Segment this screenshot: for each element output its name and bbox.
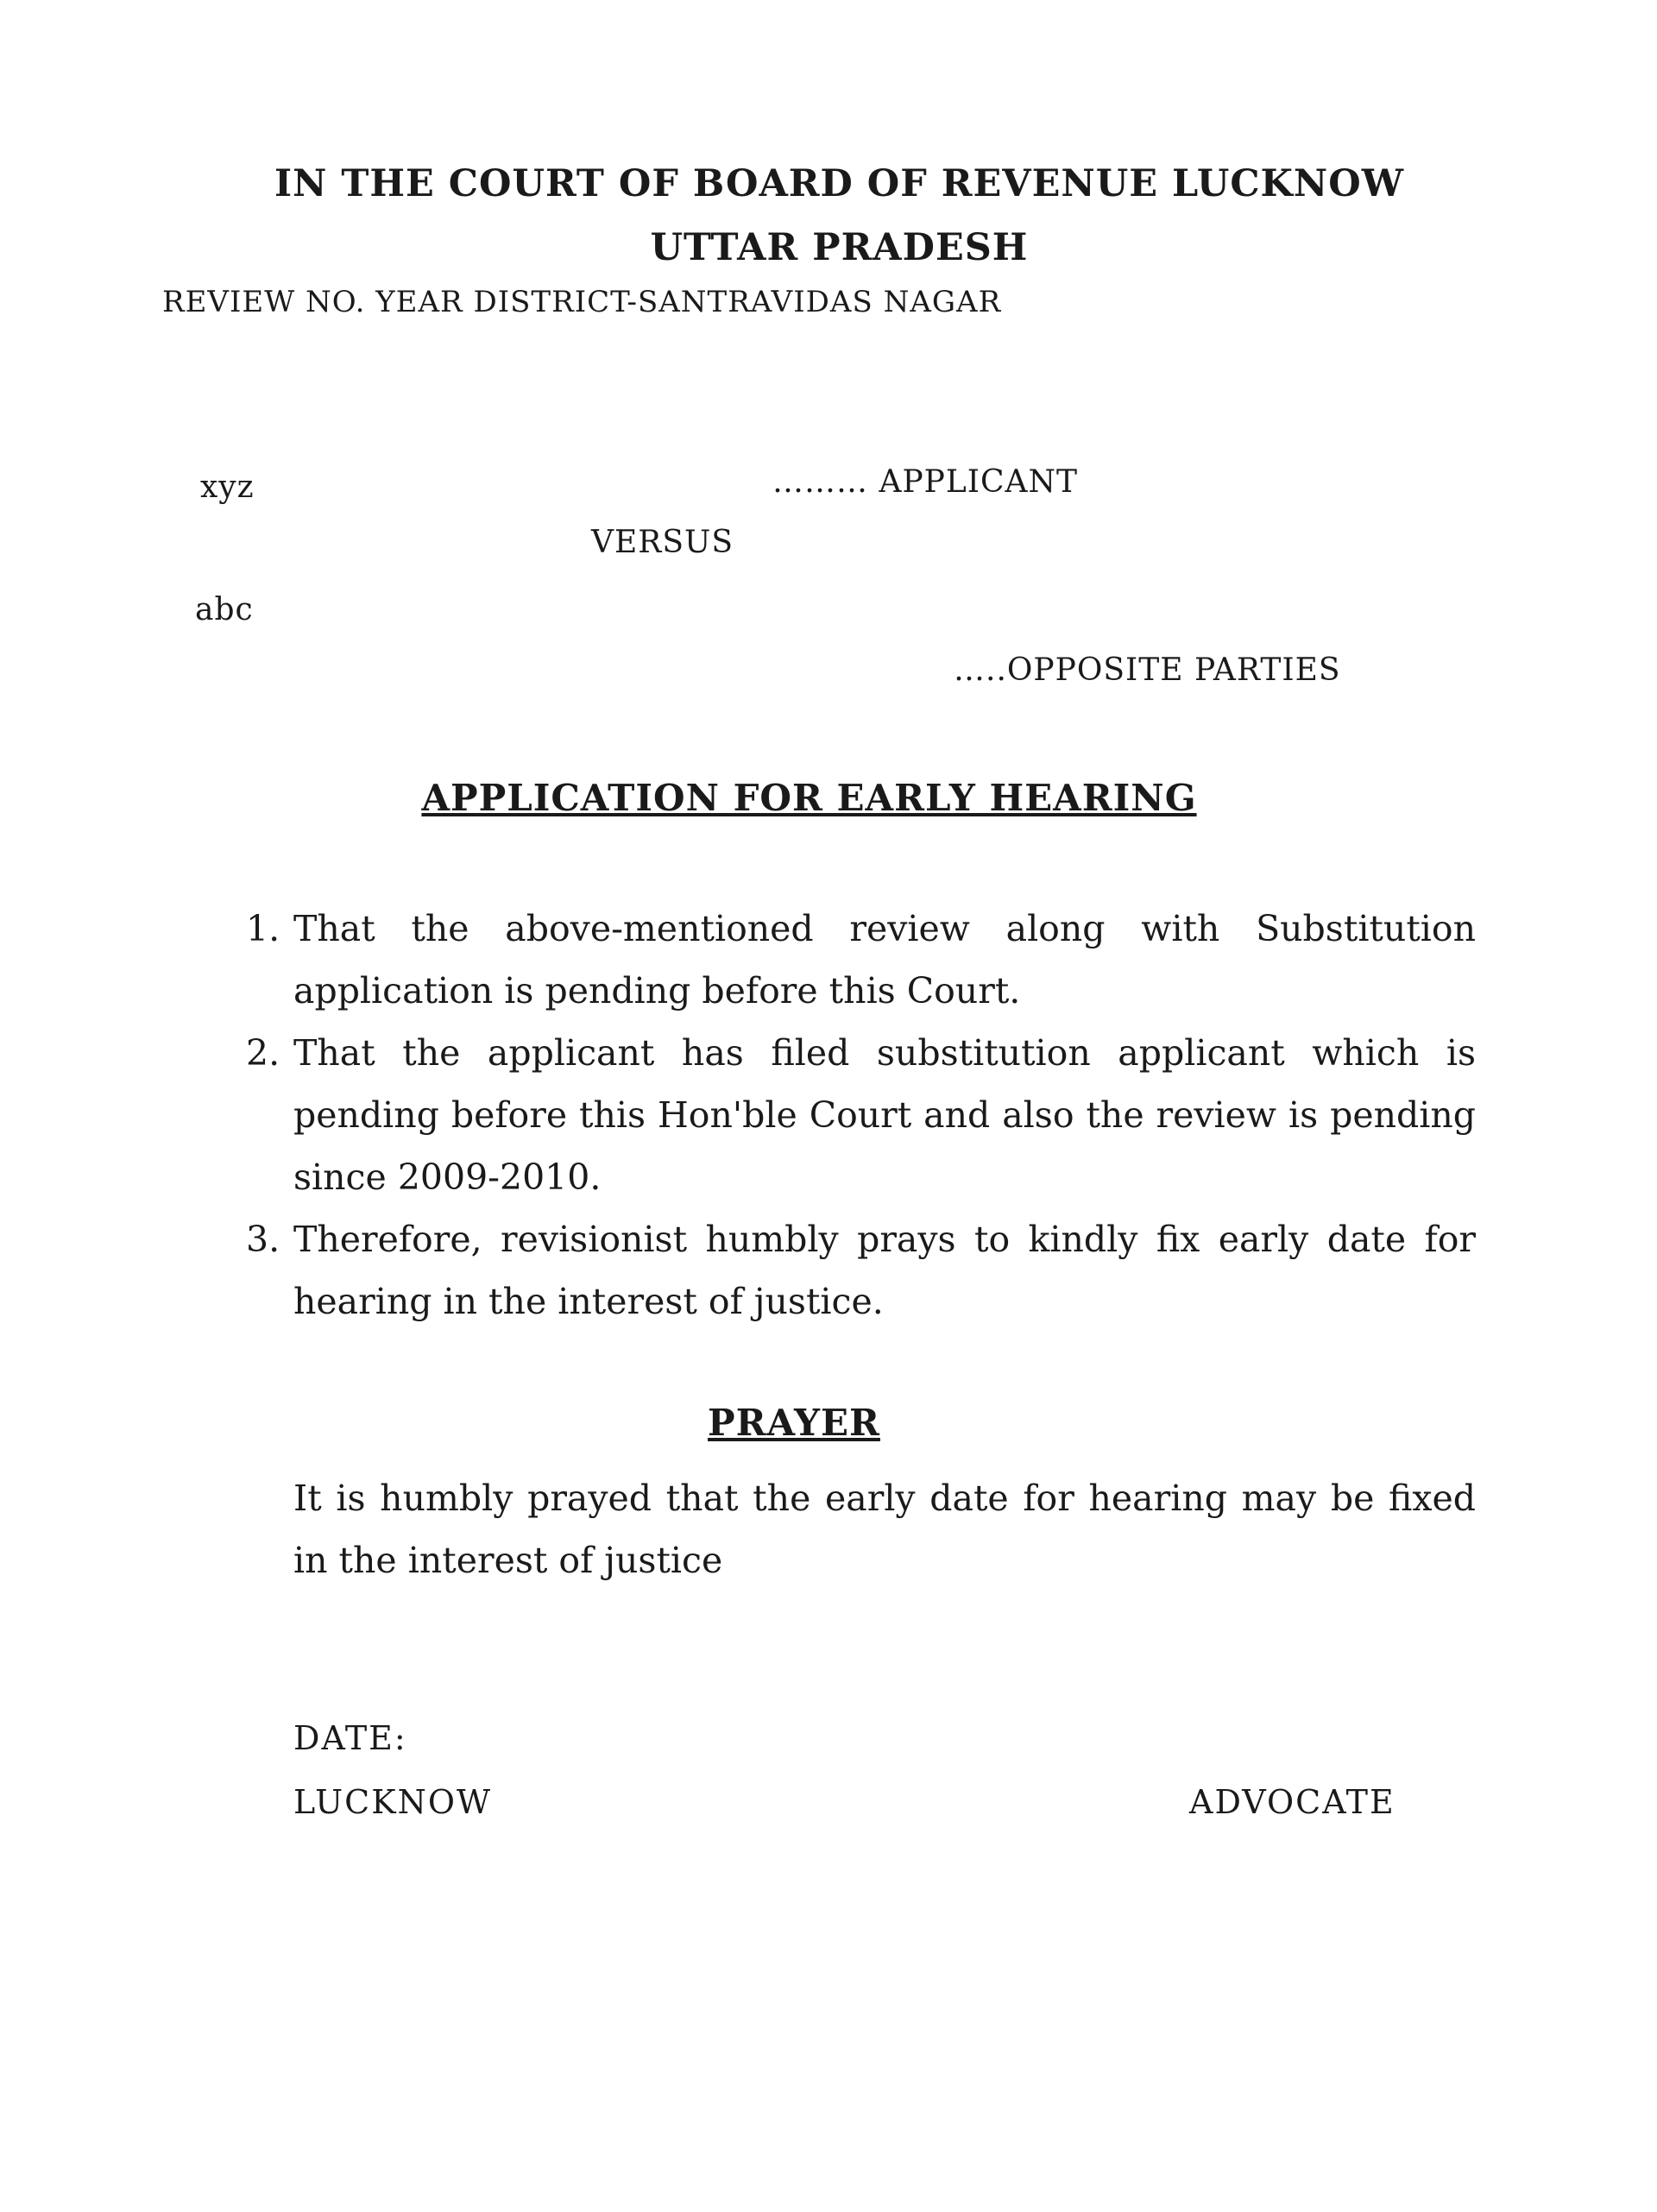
- advocate-label: ADVOCATE: [1189, 1783, 1396, 1821]
- prayer-text: It is humbly prayed that the early date for hearing may be fixed in the interest of justice: [293, 1478, 1476, 1581]
- list-item-number: 3.: [246, 1219, 280, 1260]
- date-label: DATE:: [293, 1719, 407, 1757]
- list-item-text: That the applicant has filed substitution applicant which is pending before this Hon'ble Court and also the review is pending since 2009-2010.: [293, 1032, 1476, 1198]
- applicant-label: ……… APPLICANT: [772, 464, 1079, 500]
- application-heading: APPLICATION FOR EARLY HEARING: [421, 777, 1197, 819]
- list-item: [246, 898, 1476, 1022]
- list-item-text: That the above-mentioned review along with Substitution application is pending before this Court.: [293, 908, 1476, 1011]
- list-item: [246, 1022, 1476, 1208]
- list-item-text: Therefore, revisionist humbly prays to kindly fix early date for hearing in the interest of justice.: [293, 1219, 1476, 1322]
- application-points: [246, 898, 1476, 1333]
- list-item-number: 2.: [246, 1032, 280, 1074]
- list-item: [246, 1208, 1476, 1333]
- review-line: REVIEW NO. YEAR DISTRICT-SANTRAVIDAS NAGAR: [162, 285, 1002, 319]
- court-title-line1: IN THE COURT OF BOARD OF REVENUE LUCKNOW: [274, 162, 1404, 205]
- prayer-heading: PRAYER: [708, 1402, 880, 1444]
- place-label: LUCKNOW: [293, 1783, 493, 1821]
- versus-label: VERSUS: [591, 525, 734, 560]
- applicant-name: xyz: [200, 469, 255, 505]
- court-title-line2: UTTAR PRADESH: [650, 226, 1029, 269]
- opposite-party-name: abc: [195, 592, 254, 627]
- opposite-parties-label: …..OPPOSITE PARTIES: [954, 652, 1341, 688]
- court-title: [0, 152, 1657, 280]
- list-item-number: 1.: [246, 908, 280, 949]
